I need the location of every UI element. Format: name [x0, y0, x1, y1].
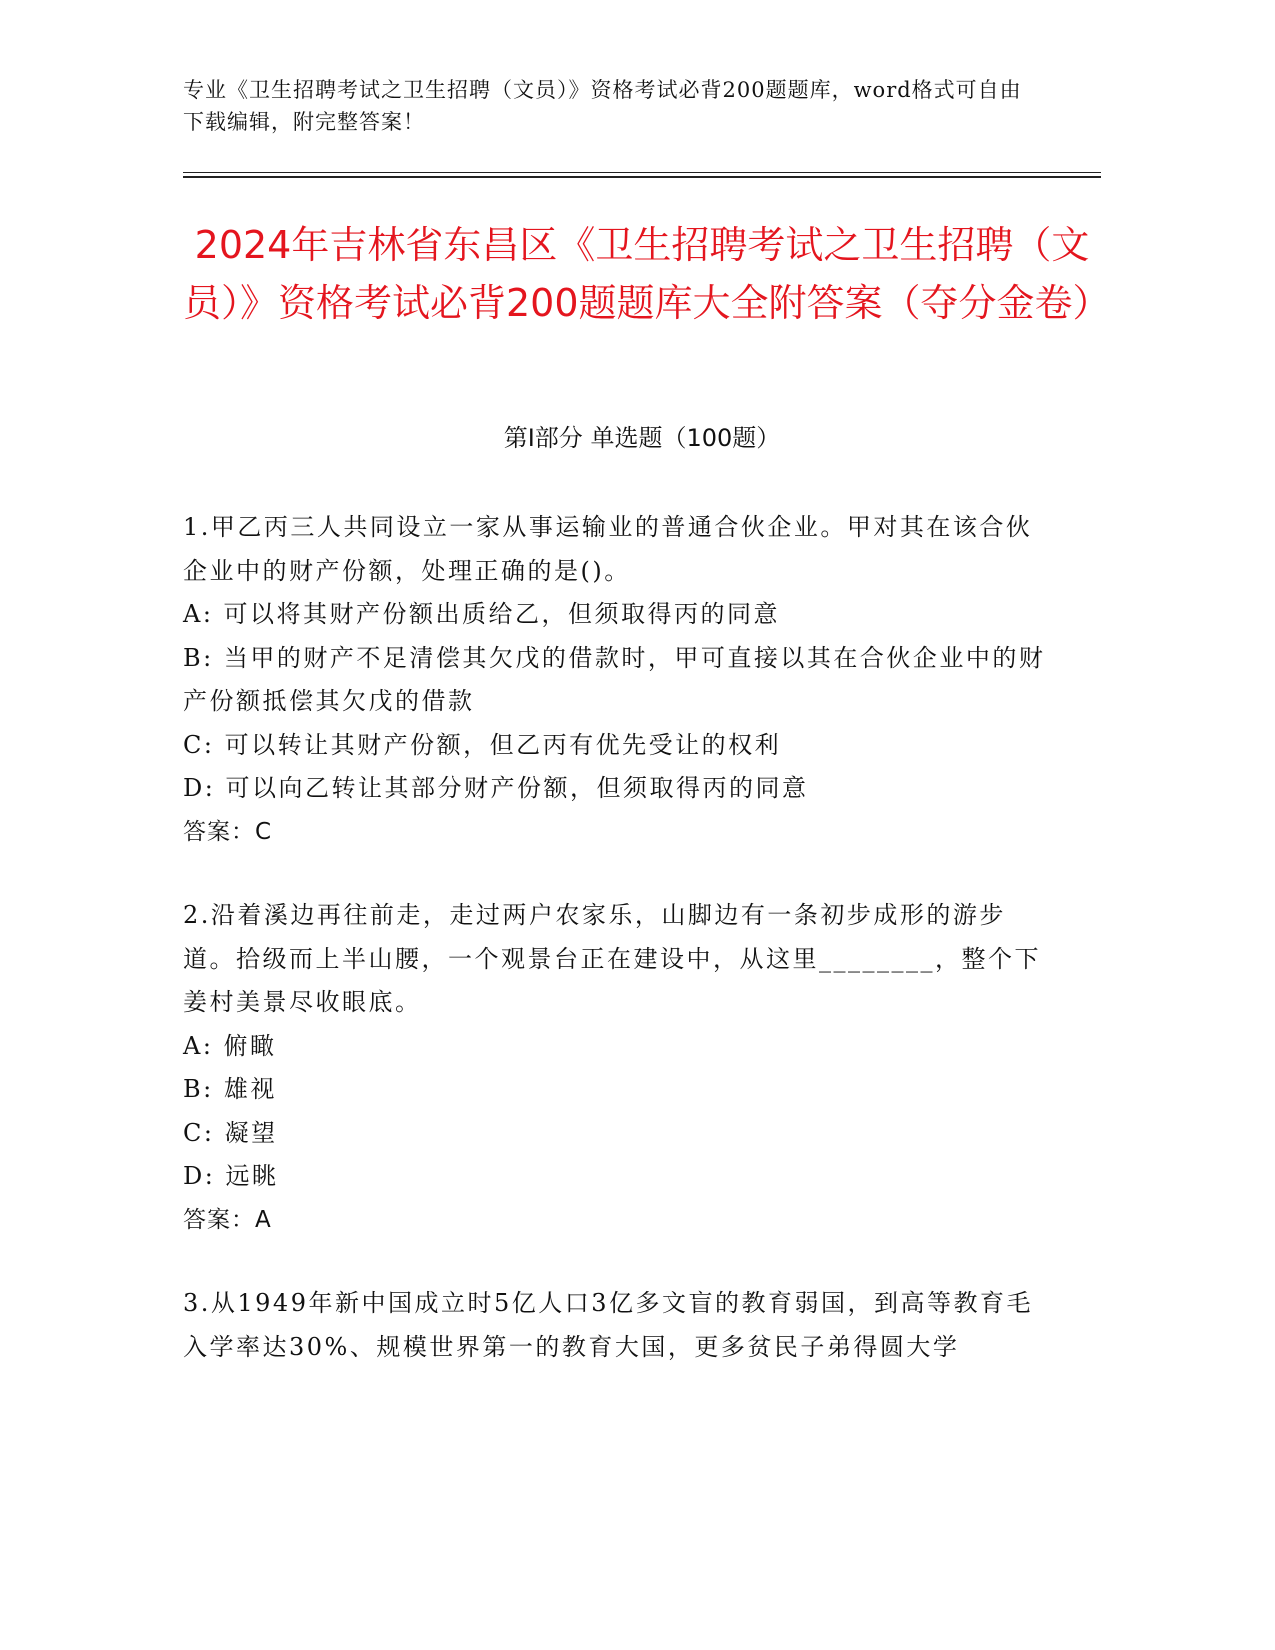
question-3 [183, 1282, 1048, 1369]
question-stem: 2.沿着溪边再往前走，走过两户农家乐，山脚边有一条初步成形的游步道。拾级而上半山腰，一个观景台正在建设中，从这里________，整个下姜村美景尽收眼底。 [183, 901, 1041, 1016]
question-stem: 1.甲乙丙三人共同设立一家从事运输业的普通合伙企业。甲对其在该合伙企业中的财产份额，处理正确的是()。 [183, 513, 1033, 585]
question-1 [183, 506, 1048, 854]
question-list [183, 506, 1048, 1409]
option-a: A: 俯瞰 [183, 1031, 277, 1060]
option-d: D: 可以向乙转让其部分财产份额，但须取得丙的同意 [183, 774, 809, 802]
header-divider-thick [183, 176, 1101, 178]
document-title: 2024年吉林省东昌区《卫生招聘考试之卫生招聘（文员）》资格考试必背200题题库大全附答案（夺分金卷） [183, 223, 1111, 325]
option-d: D: 远眺 [183, 1162, 279, 1190]
question-2 [183, 894, 1048, 1242]
option-c: C: 可以转让其财产份额，但乙丙有优先受让的权利 [183, 730, 782, 759]
option-a: A: 可以将其财产份额出质给乙，但须取得丙的同意 [183, 600, 781, 628]
option-b: B: 雄视 [183, 1075, 277, 1103]
question-stem: 3.从1949年新中国成立时5亿人口3亿多文盲的教育弱国，到高等教育毛入学率达30%、规模世界第一的教育大国，更多贫民子弟得圆大学 [183, 1289, 1034, 1361]
answer-label: 答案：A [183, 1206, 272, 1233]
header-divider-thin [183, 172, 1101, 173]
answer-label: 答案：C [183, 818, 273, 845]
section-heading: 第I部分 单选题（100题） [503, 424, 781, 452]
header-note: 专业《卫生招聘考试之卫生招聘（文员）》资格考试必背200题题库，word格式可自由下载编辑，附完整答案！ [183, 78, 1022, 134]
option-c: C: 凝望 [183, 1118, 278, 1147]
option-b: B: 当甲的财产不足清偿其欠戊的借款时，甲可直接以其在合伙企业中的财产份额抵偿其欠戊的借款 [183, 643, 1046, 715]
